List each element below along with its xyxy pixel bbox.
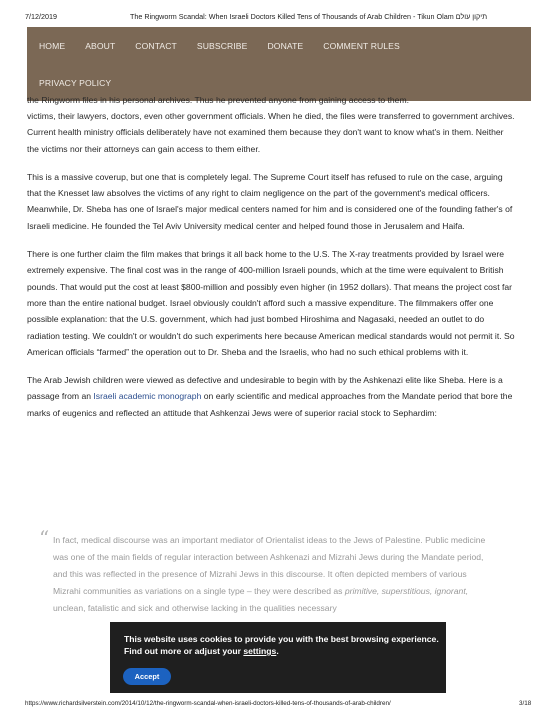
nav-item-donate[interactable]: DONATE (267, 41, 304, 51)
article-paragraph: There is one further claim the film makes that brings it all back home to the U.S. The X-ray treatments provided by Israel were extremely expensive. The final cost was in the range of 400-million Israeli pounds, which at the time were equivalent to British pounds. That would put the cost at least $800-million and possibly even higher (in 1952 dollars). That means the project cost far more than the entire national budget. Israel obviously couldn't afford such a massive expenditure. The filmmakers offer one possible explanation: that the U.S. government, which had just bombed Hiroshima and Nagasaki, needed an outlet to do radiation testing. We couldn't or wouldn't do such experiments here because American medical standards would not permit it. So American officials “farmed” the operation out to Dr. Sheba and the Israelis, who had no such ethical problems with it. (27, 249, 515, 357)
nav-item-contact[interactable]: CONTACT (135, 41, 177, 51)
quote-text: In fact, medical discourse was an important mediator of Orientalist ideas to the Jews of Palestine. Public medicine was one of the main fields of regular interaction between Ashkenazi and Mizrahi Jews during the Mandate period, and this was reflected in the presence of Mizrahi Jews in this discourse. It often depicted members of various Mizrahi communities as variations on a single type – they were described as primitive, superstitious, ignorant, unclean, fatalistic and sick and otherwise lacking in the qualities necessary (53, 535, 486, 613)
print-footer (0, 700, 557, 712)
nav-item-about[interactable]: ABOUT (85, 41, 116, 51)
nav-item-subscribe[interactable]: SUBSCRIBE (196, 41, 248, 51)
monograph-link[interactable]: Israeli academic monograph (93, 391, 202, 402)
nav-row (39, 41, 420, 51)
nav-item-privacy-policy[interactable]: PRIVACY POLICY (39, 78, 112, 88)
cookie-banner (110, 622, 446, 693)
article-paragraph: victims, their lawyers, doctors, even other government officials. When he died, the files were transferred to government archives. Current health ministry officials deliberately have not examined them because they don't want to know what's in them. Neither the victims nor their attorneys can gain access to them either. (27, 111, 515, 154)
cookie-settings-link[interactable]: settings (243, 646, 277, 656)
article-body (27, 95, 517, 433)
article-paragraph: This is a massive coverup, but one that is completely legal. The Supreme Court itself has refused to rule on the case, arguing that the Knesset law absolves the victims of any right to claim negligence on the part of the government's medical officers. Meanwhile, Dr. Sheba has one of Israel's major medical centers named for him and is considered one of the founding father's of Israeli medicine. He founded the Tel Aviv University medical center and helped found those in Jerusalem and Haifa. (27, 171, 513, 231)
blockquote (39, 526, 499, 628)
nav-item-home[interactable]: HOME (39, 41, 66, 51)
article-paragraph: The Arab Jewish children were viewed as defective and undesirable to begin with by the Ashkenazi elite like Sheba. Here is a passage from an Israeli academic monograph on early scientific and medical approaches from the Mandate period that bore the marks of eugenics and reflected an attitude that Ashkenzai Jews were of superior racial stock to Sephardim: (27, 375, 513, 418)
article-cut-line: the Ringworm files in his personal archives. Thus he prevented anyone from gaining access to them. (27, 95, 409, 105)
nav-item-comment-rules[interactable]: COMMENT RULES (323, 41, 400, 51)
accept-cookies-button[interactable]: Accept (123, 668, 171, 685)
cookie-message: This website uses cookies to provide you with the best browsing experience. Find out more or adjust your settings. (124, 634, 439, 656)
main-navigation (27, 27, 531, 101)
print-date: 7/12/2019 (25, 12, 57, 21)
print-header (0, 0, 557, 26)
print-url: https://www.richardsilverstein.com/2014/10/12/the-ringworm-scandal-when-israeli-doctors-killed-tens-of-thousands-of-arab-children/ (25, 700, 391, 707)
print-page-title: The Ringworm Scandal: When Israeli Doctors Killed Tens of Thousands of Arab Children - Tikun Olam תיקון עולם (130, 12, 488, 21)
print-page-number: 3/18 (519, 700, 532, 707)
quote-mark-icon: “ (39, 526, 50, 550)
